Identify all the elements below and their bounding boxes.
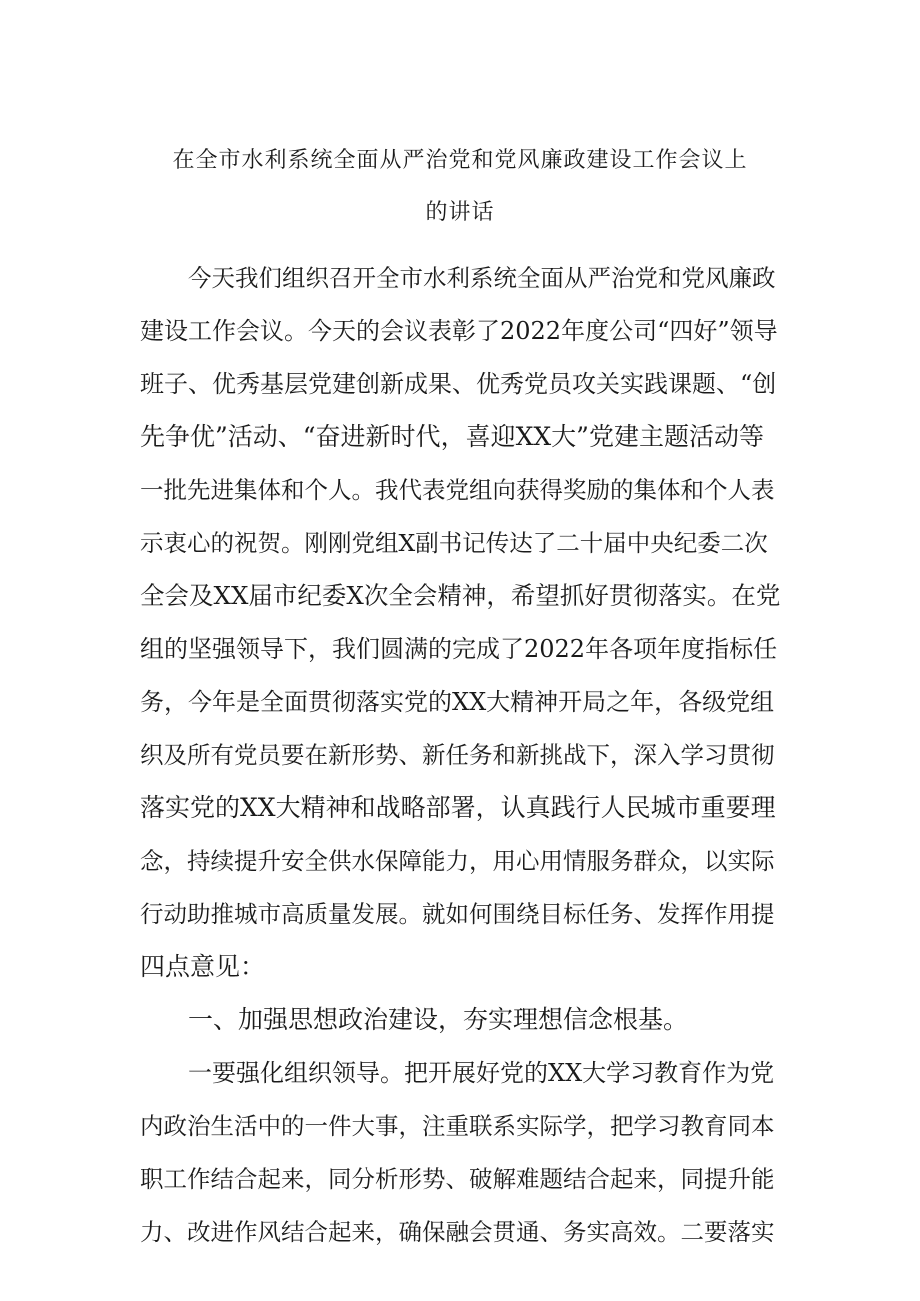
paragraph-line: 先争优”活动、“奋进新时代，喜迎XX大”党建主题活动等 <box>140 422 764 451</box>
paragraph-line: 组的坚强领导下，我们圆满的完成了2022年各项年度指标任 <box>140 635 778 663</box>
document-title-line-1: 在全市水利系统全面从严治党和党风廉政建设工作会议上 <box>172 148 748 173</box>
paragraph-line: 力、改进作风结合起来，确保融会贯通、务实高效。二要落实 <box>140 1218 775 1246</box>
paragraph-line: 内政治生活中的一件大事，注重联系实际学，把学习教育同本 <box>140 1112 775 1140</box>
section-heading: 一、加强思想政治建设，夯实理想信念根基。 <box>188 1005 689 1034</box>
paragraph-line: 示衷心的祝贺。刚刚党组X副书记传达了二十届中央纪委二次 <box>140 529 768 557</box>
paragraph-line: 落实党的XX大精神和战略部署，认真践行人民城市重要理 <box>140 793 776 822</box>
paragraph-line: 务，今年是全面贯彻落实党的XX大精神开局之年，各级党组 <box>140 688 775 716</box>
paragraph-line: 四点意见： <box>140 952 266 981</box>
paragraph-line: 职工作结合起来，同分析形势、破解难题结合起来，同提升能 <box>140 1165 775 1193</box>
paragraph-line: 建设工作会议。今天的会议表彰了2022年度公司“四好”领导 <box>140 317 778 345</box>
paragraph-line: 今天我们组织召开全市水利系统全面从严治党和党风廉政 <box>188 264 776 292</box>
document-title-line-2: 的讲话 <box>425 200 495 225</box>
paragraph-line: 全会及XX届市纪委X次全会精神，希望抓好贯彻落实。在党 <box>140 581 781 610</box>
paragraph-line: 一批先进集体和个人。我代表党组向获得奖励的集体和个人表 <box>140 476 775 504</box>
paragraph-line: 一要强化组织领导。把开展好党的XX大学习教育作为党 <box>188 1059 775 1087</box>
paragraph-line: 班子、优秀基层党建创新成果、优秀党员攻关实践课题、“创 <box>140 370 777 398</box>
paragraph-line: 行动助推城市高质量发展。就如何围绕目标任务、发挥作用提 <box>140 900 775 928</box>
paragraph-line: 念，持续提升安全供水保障能力，用心用情服务群众，以实际 <box>140 847 775 875</box>
paragraph-line: 织及所有党员要在新形势、新任务和新挑战下，深入学习贯彻 <box>140 741 775 769</box>
